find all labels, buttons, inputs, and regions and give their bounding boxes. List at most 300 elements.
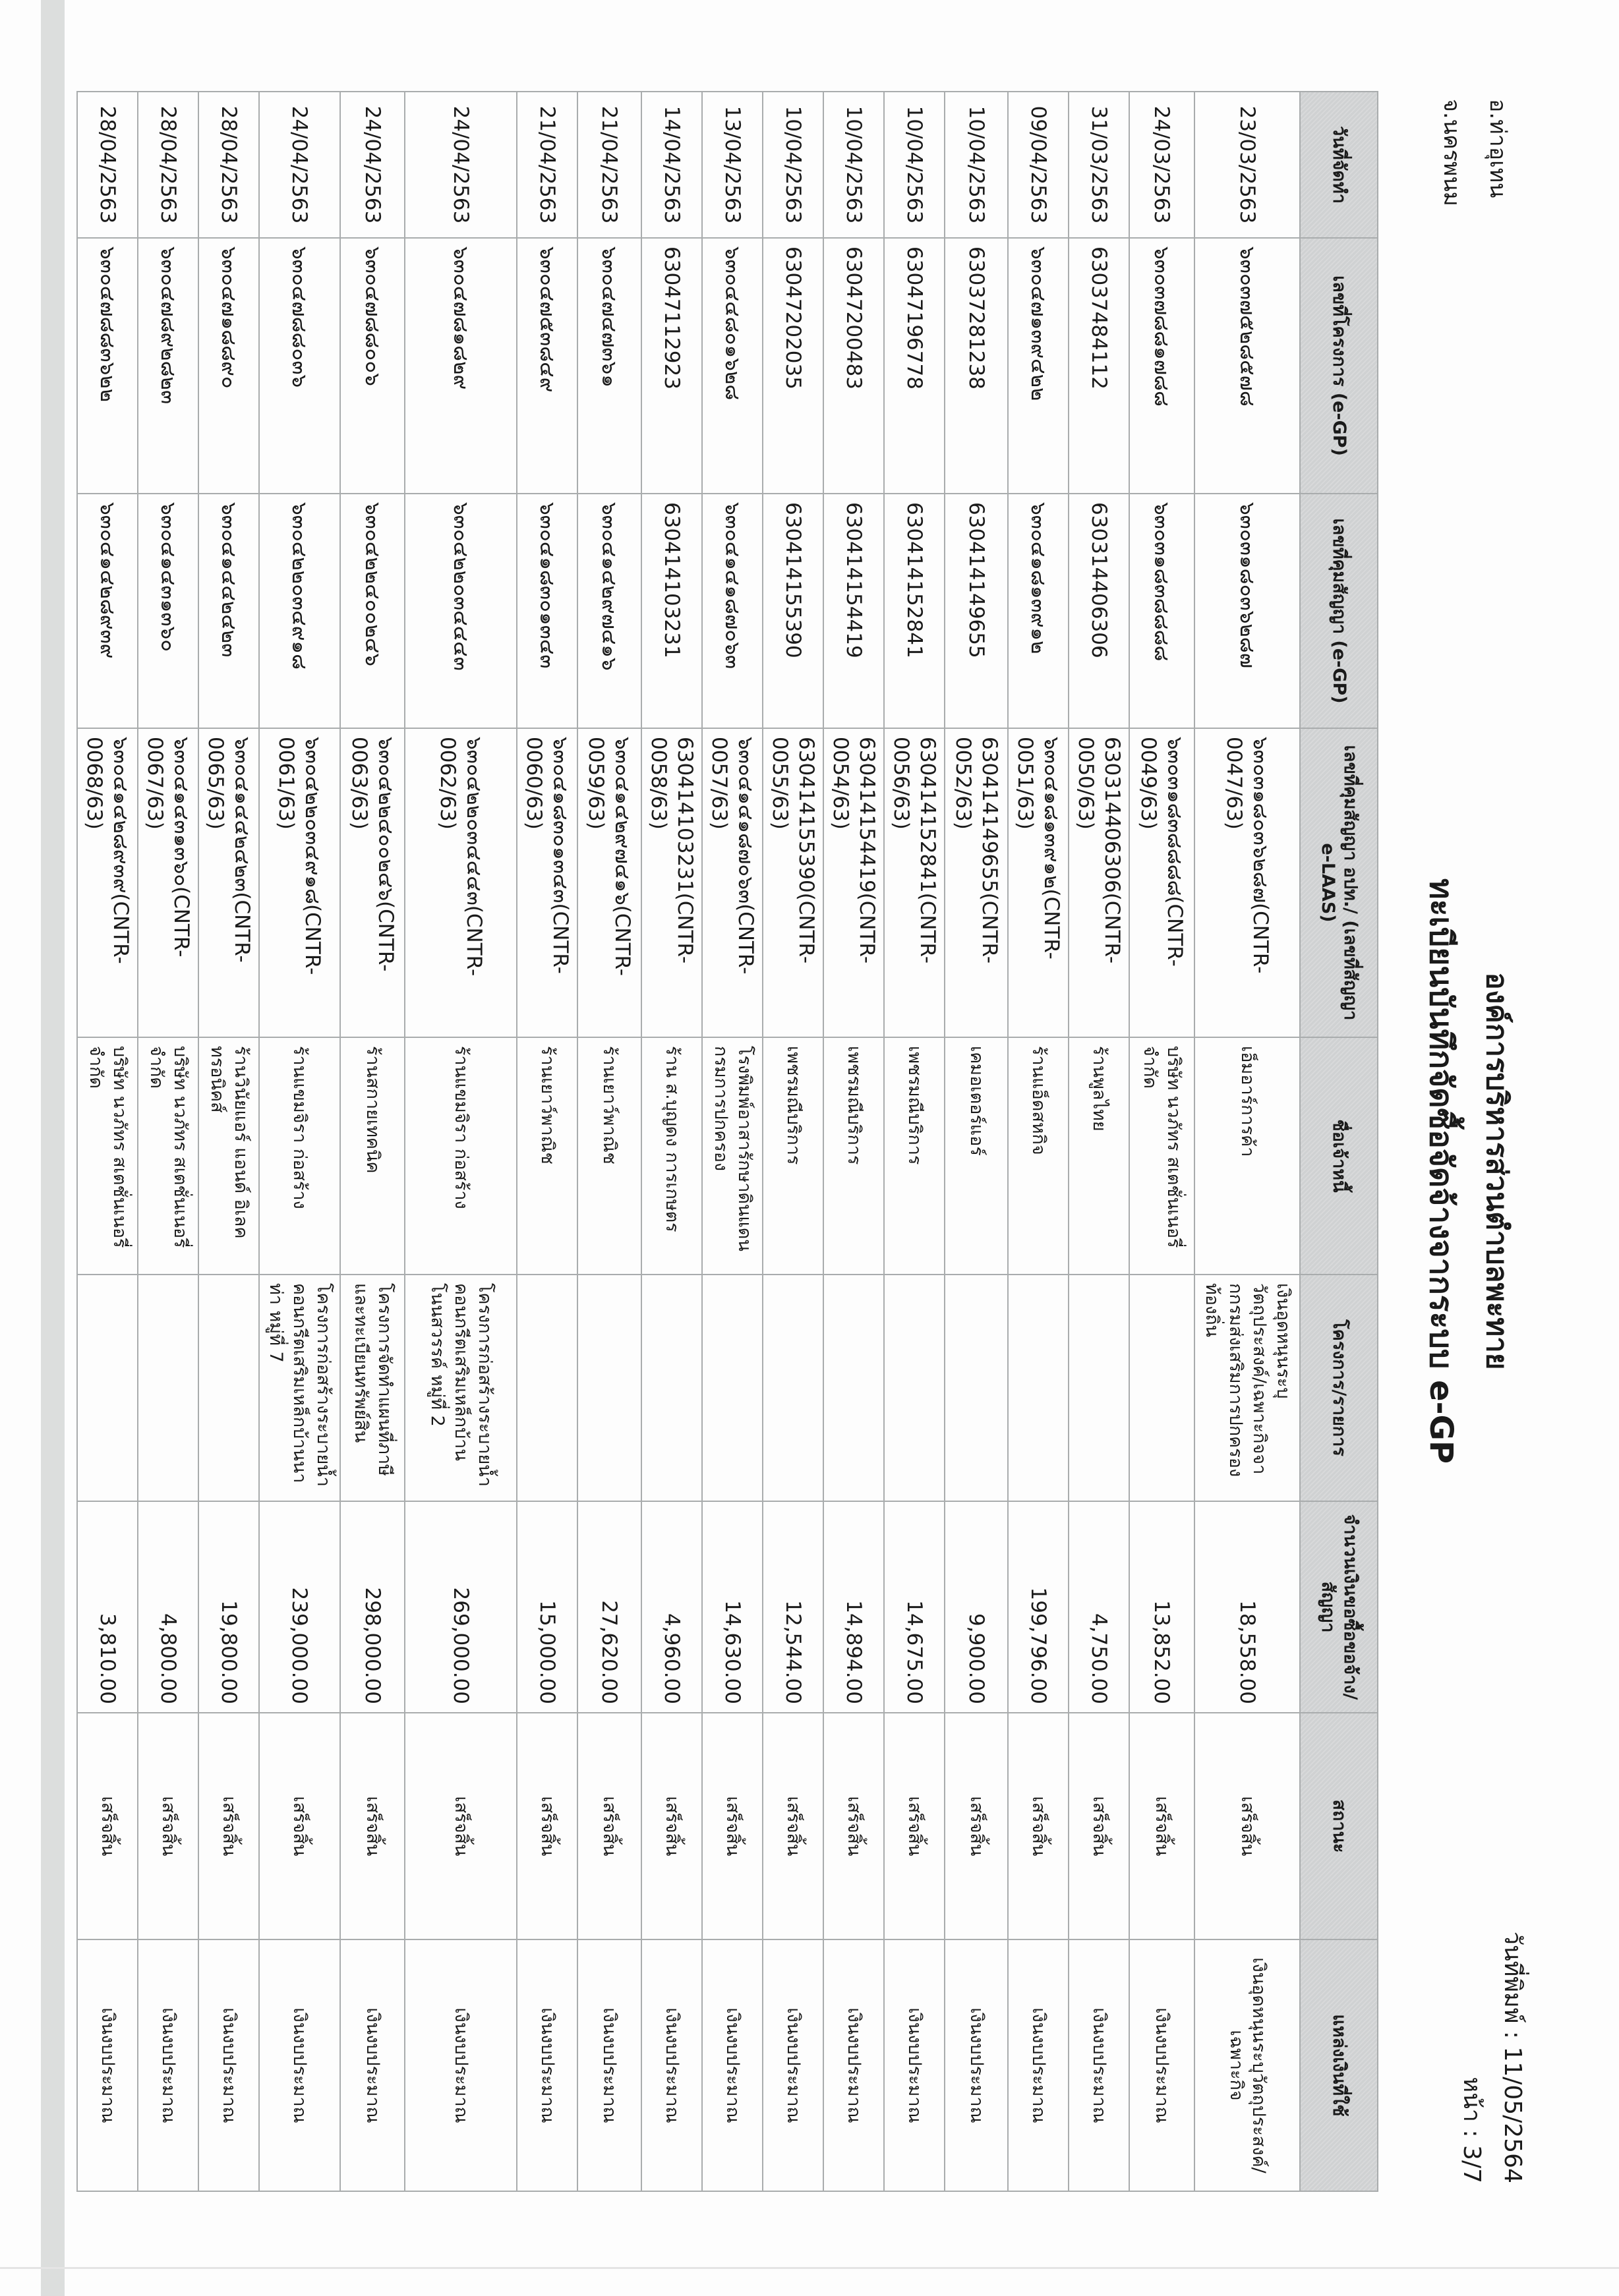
vendor-cell: [198, 1037, 259, 1275]
source-cell: [1069, 1939, 1129, 2191]
contract-no-cell-text: ๖๓๐๔๑๘๓๐๑๓๔๓: [535, 502, 559, 669]
amount-cell-text: 14,894.00: [842, 1600, 866, 1704]
project-no-cell: [577, 238, 641, 494]
amount-cell: [702, 1501, 763, 1713]
contract-no-cell: [641, 494, 702, 728]
vendor-cell: [577, 1037, 641, 1275]
vendor-cell: [945, 1037, 1008, 1275]
date-cell-text: 28/04/2563: [217, 105, 241, 224]
source-cell-text: เงินงบประมาณ: [219, 2007, 239, 2123]
project-cell: [138, 1275, 198, 1501]
date-cell: [702, 92, 763, 238]
source-cell-text: เงินงบประมาณ: [783, 2007, 804, 2123]
project-no-cell-text: 63047200483: [842, 246, 866, 389]
vendor-cell-text: เพชรมณีบริการ: [904, 1046, 925, 1165]
project-no-cell-text: ๖๓๐๔๗๘๘๐๐๖: [361, 246, 384, 386]
date-cell: [823, 92, 884, 238]
vendor-cell: [1194, 1037, 1300, 1275]
amount-cell: [823, 1501, 884, 1713]
vendor-cell-text: ร้านแอ็ดสหกิจ: [1028, 1046, 1049, 1155]
vendor-cell-text: ร้านเยาว์พาณิช: [599, 1046, 620, 1164]
contract-no-cell: [577, 494, 641, 728]
project-no-cell-text: 63037484112: [1087, 246, 1111, 389]
amount-cell-text: 18,558.00: [1235, 1600, 1259, 1704]
amount-cell: [405, 1501, 517, 1713]
contract-no-cell: [517, 494, 577, 728]
project-no-cell: [405, 238, 517, 494]
status-cell: [884, 1713, 945, 1939]
elaas-no-cell: [641, 728, 702, 1037]
vendor-cell-text: ร้าน ส.บุญดง การเกษตร: [662, 1046, 682, 1232]
contract-no-cell-text: ๖๓๐๓๑๘๓๘๘๘๘: [1150, 502, 1174, 662]
date-cell-text: 10/04/2563: [964, 105, 988, 224]
table-row: [259, 92, 340, 2191]
status-cell-text: เสร็จสิ้น: [722, 1796, 743, 1856]
contract-no-cell-text: ๖๓๐๔๑๔๒๘๙๓๙: [96, 502, 119, 659]
status-cell-text: เสร็จสิ้น: [1152, 1796, 1173, 1856]
source-cell-text: เงินงบประมาณ: [363, 2007, 383, 2123]
status-cell-text: เสร็จสิ้น: [98, 1796, 118, 1856]
col-status: สถานะ: [1300, 1713, 1378, 1939]
vendor-cell: [340, 1037, 405, 1275]
contract-no-cell-text: 630414149655: [964, 502, 988, 658]
project-no-cell-text: 63047202035: [781, 246, 805, 389]
vendor-cell-text: บริษัท นวภัทร สเตชั่นเนอรี่ จำกัด: [146, 1046, 191, 1248]
col-vendor: ชื่อเจ้าหนี้: [1300, 1037, 1378, 1275]
project-no-cell-text: ๖๓๐๔๗๘๙๒๘๒๓: [156, 246, 180, 405]
source-cell-text: เงินงบประมาณ: [289, 2007, 310, 2123]
elaas-no-cell: [1194, 728, 1300, 1037]
date-cell: [259, 92, 340, 238]
status-cell-text: เสร็จสิ้น: [966, 1796, 987, 1856]
contract-no-cell-text: ๖๓๐๔๑๔๓๑๓๖๐: [156, 502, 180, 652]
project-no-cell-text: ๖๓๐๔๗๑๓๙๔๒๒: [1026, 246, 1050, 401]
date-cell-text: 10/04/2563: [842, 105, 866, 224]
status-cell-text: เสร็จสิ้น: [289, 1796, 310, 1856]
project-cell-text: เงินอุดหนุนระบุวัตถุประสงค์/เฉพาะกิจจากกรมส่งเสริมการปกครองท้องถิ่น: [1202, 1283, 1293, 1478]
status-cell-text: เสร็จสิ้น: [904, 1796, 925, 1856]
table-row: [1129, 92, 1194, 2191]
organization-title: องค์การบริหารส่วนตำบลพะทาย: [1480, 972, 1514, 1370]
date-cell: [945, 92, 1008, 238]
project-no-cell: [517, 238, 577, 494]
amount-cell: [340, 1501, 405, 1713]
status-cell: [1008, 1713, 1069, 1939]
status-cell-text: เสร็จสิ้น: [537, 1796, 558, 1856]
elaas-no-cell: [1069, 728, 1129, 1037]
province-label: จ.นครพนม: [1438, 99, 1465, 207]
status-cell: [340, 1713, 405, 1939]
vendor-cell-text: ร้านพูลไทย: [1089, 1046, 1109, 1132]
vendor-cell-text: โรงพิมพ์อาสารักษาดินแดน กรมการปกครอง: [711, 1046, 755, 1251]
source-cell: [259, 1939, 340, 2191]
table-row: [198, 92, 259, 2191]
elaas-no-cell: [763, 728, 823, 1037]
status-cell-text: เสร็จสิ้น: [662, 1796, 682, 1856]
date-cell: [577, 92, 641, 238]
amount-cell-text: 14,630.00: [721, 1600, 744, 1704]
col-date: วันที่จัดทำ: [1300, 92, 1378, 238]
table-row: [763, 92, 823, 2191]
table-row: [1069, 92, 1129, 2191]
date-cell-text: 10/04/2563: [902, 105, 926, 224]
project-no-cell: [884, 238, 945, 494]
contract-no-cell-text: ๖๓๐๔๑๘๑๓๙๑๒: [1026, 502, 1050, 654]
amount-cell: [198, 1501, 259, 1713]
date-cell-text: 24/03/2563: [1150, 105, 1174, 224]
project-no-cell-text: ๖๓๐๔๗๘๘๐๓๖: [287, 246, 312, 388]
elaas-no-cell-text: 630414152841(CNTR-0056/63): [889, 737, 939, 964]
vendor-cell-text: เพชรมณีบริการ: [783, 1046, 804, 1165]
vendor-cell-text: บริษัท นวภัทร สเตชั่นเนอรี่ จำกัด: [1140, 1046, 1185, 1248]
elaas-no-cell: [77, 728, 138, 1037]
source-cell: [517, 1939, 577, 2191]
col-source: แหล่งเงินที่ใช้: [1300, 1939, 1378, 2191]
table-row: [517, 92, 577, 2191]
vendor-cell: [1069, 1037, 1129, 1275]
district-label: อ.ท่าอุเทน: [1485, 99, 1511, 198]
vendor-cell-text: ร้านแขมจิรา ก่อสร้าง: [451, 1046, 471, 1209]
project-cell: [1008, 1275, 1069, 1501]
source-cell-text: เงินงบประมาณ: [1152, 2007, 1173, 2123]
status-cell: [763, 1713, 823, 1939]
table-row: [1194, 92, 1300, 2191]
table-row: [1008, 92, 1069, 2191]
amount-cell: [641, 1501, 702, 1713]
status-cell: [517, 1713, 577, 1939]
project-cell: [517, 1275, 577, 1501]
table-row: [405, 92, 517, 2191]
contract-no-cell: [1069, 494, 1129, 728]
vendor-cell-text: เคมอเตอร์แอร์: [966, 1046, 987, 1156]
project-cell: [823, 1275, 884, 1501]
source-cell: [1129, 1939, 1194, 2191]
date-cell: [405, 92, 517, 238]
project-cell: [1129, 1275, 1194, 1501]
elaas-no-cell-text: ๖๓๐๔๑๔๓๑๓๖๐(CNTR-0067/63): [143, 737, 193, 958]
date-cell-text: 24/04/2563: [449, 105, 473, 224]
status-cell: [641, 1713, 702, 1939]
elaas-no-cell-text: ๖๓๐๔๑๔๒๙๗๔๑๖(CNTR-0059/63): [584, 737, 635, 976]
table-row: [77, 92, 138, 2191]
amount-cell-text: 4,800.00: [156, 1613, 180, 1704]
project-no-cell-text: ๖๓๐๓๗๕๒๘๕๗๘: [1235, 246, 1259, 407]
date-cell: [340, 92, 405, 238]
amount-cell: [77, 1501, 138, 1713]
elaas-no-cell-text: ๖๓๐๓๑๘๐๓๖๒๘๗(CNTR-0047/63): [1222, 737, 1272, 974]
status-cell-text: เสร็จสิ้น: [219, 1796, 239, 1856]
elaas-no-cell: [884, 728, 945, 1037]
source-cell: [1194, 1939, 1300, 2191]
date-cell: [138, 92, 198, 238]
source-cell-text: เงินงบประมาณ: [966, 2007, 987, 2123]
contract-no-cell: [77, 494, 138, 728]
elaas-no-cell-text: ๖๓๐๔๒๒๐๓๔๙๑๘(CNTR-0061/63): [274, 737, 325, 975]
source-cell-text: เงินงบประมาณ: [98, 2007, 118, 2123]
vendor-cell: [884, 1037, 945, 1275]
contract-no-cell: [1129, 494, 1194, 728]
date-cell-text: 10/04/2563: [781, 105, 805, 224]
status-cell: [1069, 1713, 1129, 1939]
amount-cell-text: 13,852.00: [1150, 1600, 1174, 1704]
contract-no-cell: [1194, 494, 1300, 728]
amount-cell-text: 15,000.00: [535, 1600, 559, 1704]
contract-no-cell-text: ๖๓๐๔๑๔๔๒๔๒๓: [217, 502, 241, 658]
status-cell: [1194, 1713, 1300, 1939]
contract-no-cell: [702, 494, 763, 728]
project-cell: [259, 1275, 340, 1501]
amount-cell-text: 12,544.00: [781, 1600, 805, 1704]
contract-no-cell-text: 630414154419: [842, 502, 866, 658]
elaas-no-cell: [138, 728, 198, 1037]
amount-cell-text: 14,675.00: [902, 1600, 926, 1704]
amount-cell: [884, 1501, 945, 1713]
elaas-no-cell-text: 630414155390(CNTR-0055/63): [768, 737, 818, 964]
date-cell: [1069, 92, 1129, 238]
table-row: [641, 92, 702, 2191]
elaas-no-cell-text: ๖๓๐๔๑๘๓๐๑๓๔๓(CNTR-0060/63): [522, 737, 572, 974]
elaas-no-cell-text: 630414103231(CNTR-0058/63): [647, 737, 697, 964]
project-no-cell: [823, 238, 884, 494]
register-subtitle: ทะเบียนบันทึกจัดซื้อจัดจ้างจากระบบ e-GP: [1423, 878, 1459, 1464]
vendor-cell: [702, 1037, 763, 1275]
date-cell: [517, 92, 577, 238]
date-cell: [763, 92, 823, 238]
status-cell-text: เสร็จสิ้น: [363, 1796, 383, 1856]
elaas-no-cell: [945, 728, 1008, 1037]
project-no-cell: [340, 238, 405, 494]
date-cell-text: 28/04/2563: [156, 105, 180, 224]
date-cell-text: 31/03/2563: [1087, 105, 1111, 224]
project-no-cell-text: 63047112923: [660, 246, 684, 389]
source-cell: [77, 1939, 138, 2191]
project-cell: [702, 1275, 763, 1501]
amount-cell-text: 19,800.00: [217, 1600, 241, 1704]
source-cell: [405, 1939, 517, 2191]
project-cell: [763, 1275, 823, 1501]
table-row: [884, 92, 945, 2191]
amount-cell-text: 27,620.00: [597, 1600, 622, 1704]
project-cell: [577, 1275, 641, 1501]
elaas-no-cell: [1129, 728, 1194, 1037]
elaas-no-cell-text: ๖๓๐๔๑๔๔๒๔๒๓(CNTR-0065/63): [204, 737, 254, 963]
contract-no-cell: [945, 494, 1008, 728]
source-cell: [763, 1939, 823, 2191]
amount-cell-text: 9,900.00: [964, 1613, 988, 1704]
table-row: [138, 92, 198, 2191]
contract-no-cell: [884, 494, 945, 728]
contract-no-cell: [259, 494, 340, 728]
status-cell: [405, 1713, 517, 1939]
amount-cell: [1008, 1501, 1069, 1713]
amount-cell-text: 239,000.00: [287, 1587, 312, 1704]
project-no-cell: [702, 238, 763, 494]
vendor-cell-text: ร้านเยาว์พาณิช: [537, 1046, 558, 1164]
status-cell-text: เสร็จสิ้น: [451, 1796, 471, 1856]
project-no-cell-text: ๖๓๐๔๗๔๗๓๖๑: [597, 246, 622, 387]
date-cell: [641, 92, 702, 238]
table-row: [577, 92, 641, 2191]
elaas-no-cell: [198, 728, 259, 1037]
table-row: [340, 92, 405, 2191]
elaas-no-cell: [259, 728, 340, 1037]
status-cell-text: เสร็จสิ้น: [783, 1796, 804, 1856]
print-date: วันที่พิมพ์ : 11/05/2564: [1499, 1931, 1526, 2183]
contract-no-cell-text: ๖๓๐๔๒๒๐๓๔๔๔๓: [449, 502, 473, 671]
contract-no-cell: [138, 494, 198, 728]
contract-no-cell: [1008, 494, 1069, 728]
vendor-cell: [259, 1037, 340, 1275]
source-cell-text: เงินงบประมาณ: [451, 2007, 471, 2123]
table-body: [77, 92, 1300, 2191]
date-cell-text: 23/03/2563: [1235, 105, 1259, 224]
project-no-cell-text: ๖๓๐๓๗๘๘๑๗๘๘: [1150, 246, 1174, 407]
project-no-cell-text: ๖๓๐๔๔๘๐๑๖๒๘: [721, 246, 744, 401]
project-cell: [77, 1275, 138, 1501]
vendor-cell-text: บริษัท นวภัทร สเตชั่นเนอรี่ จำกัด: [86, 1046, 130, 1248]
contract-no-cell: [198, 494, 259, 728]
elaas-no-cell: [517, 728, 577, 1037]
project-no-cell: [1069, 238, 1129, 494]
contract-no-cell-text: 630314406306: [1087, 502, 1111, 658]
amount-cell: [1194, 1501, 1300, 1713]
table-row: [945, 92, 1008, 2191]
source-cell: [884, 1939, 945, 2191]
project-no-cell-text: ๖๓๐๔๗๘๑๘๒๙: [449, 246, 473, 390]
source-cell: [702, 1939, 763, 2191]
status-cell-text: เสร็จสิ้น: [1237, 1796, 1258, 1856]
date-cell: [1194, 92, 1300, 238]
amount-cell: [945, 1501, 1008, 1713]
col-project-no: เลขที่โครงการ (e-GP): [1300, 238, 1378, 494]
date-cell-text: 24/04/2563: [287, 105, 312, 224]
project-no-cell: [945, 238, 1008, 494]
project-cell: [641, 1275, 702, 1501]
table-row: [823, 92, 884, 2191]
date-cell-text: 13/04/2563: [721, 105, 744, 224]
project-no-cell-text: ๖๓๐๔๗๕๓๘๔๙: [535, 246, 559, 393]
date-cell: [198, 92, 259, 238]
amount-cell-text: 4,750.00: [1087, 1613, 1111, 1704]
project-no-cell-text: 63037281238: [964, 246, 988, 389]
amount-cell: [1069, 1501, 1129, 1713]
status-cell-text: เสร็จสิ้น: [844, 1796, 864, 1856]
col-elaas-no: เลขที่คุมสัญญา อปท./ (เลขที่สัญญา e-LAAS): [1300, 728, 1378, 1037]
amount-cell-text: 199,796.00: [1026, 1587, 1050, 1704]
elaas-no-cell-text: ๖๓๐๔๑๘๑๓๙๑๒(CNTR-0051/63): [1013, 737, 1063, 960]
amount-cell: [763, 1501, 823, 1713]
vendor-cell-text: เอ็มอาร์การค้า: [1237, 1046, 1258, 1157]
amount-cell: [517, 1501, 577, 1713]
date-cell-text: 28/04/2563: [96, 105, 119, 224]
source-cell: [641, 1939, 702, 2191]
status-cell: [577, 1713, 641, 1939]
date-cell-text: 09/04/2563: [1026, 105, 1050, 224]
elaas-no-cell: [405, 728, 517, 1037]
col-project: โครงการ/รายการ: [1300, 1275, 1378, 1501]
amount-cell: [577, 1501, 641, 1713]
elaas-no-cell-text: ๖๓๐๓๑๘๓๘๘๘๘(CNTR-0049/63): [1136, 737, 1187, 967]
status-cell-text: เสร็จสิ้น: [1089, 1796, 1109, 1856]
date-cell: [1129, 92, 1194, 238]
source-cell-text: เงินงบประมาณ: [599, 2007, 620, 2123]
source-cell-text: เงินงบประมาณ: [904, 2007, 925, 2123]
source-cell: [823, 1939, 884, 2191]
amount-cell-text: 269,000.00: [449, 1587, 473, 1704]
project-cell-text: โครงการจัดทำแผนที่ภาษีและทะเบียนทรัพย์สิน: [351, 1283, 395, 1476]
contract-no-cell-text: 630414103231: [660, 502, 684, 658]
source-cell-text: เงินอุดหนุนระบุวัตถุประสงค์/เฉพาะกิจ: [1226, 1957, 1269, 2173]
vendor-cell-text: เพชรมณีบริการ: [844, 1046, 864, 1165]
elaas-no-cell-text: ๖๓๐๔๒๒๔๐๐๒๔๖(CNTR-0063/63): [347, 737, 397, 972]
project-cell: [945, 1275, 1008, 1501]
elaas-no-cell-text: 630414154419(CNTR-0054/63): [829, 737, 879, 964]
table-header-row: [1300, 92, 1378, 2191]
table-row: [702, 92, 763, 2191]
elaas-no-cell: [1008, 728, 1069, 1037]
vendor-cell-text: ร้านแขมจิรา ก่อสร้าง: [289, 1046, 310, 1209]
source-cell-text: เงินงบประมาณ: [158, 2007, 179, 2123]
contract-no-cell: [405, 494, 517, 728]
date-cell: [1008, 92, 1069, 238]
elaas-no-cell: [340, 728, 405, 1037]
contract-no-cell: [763, 494, 823, 728]
project-no-cell: [138, 238, 198, 494]
project-no-cell: [77, 238, 138, 494]
amount-cell-text: 4,960.00: [660, 1613, 684, 1704]
vendor-cell: [641, 1037, 702, 1275]
source-cell-text: เงินงบประมาณ: [537, 2007, 558, 2123]
amount-cell: [138, 1501, 198, 1713]
contract-no-cell: [340, 494, 405, 728]
status-cell: [138, 1713, 198, 1939]
contract-no-cell-text: ๖๓๐๔๑๔๒๙๗๔๑๖: [597, 502, 622, 671]
col-amount: จำนวนเงินขอซื้อขอจ้าง/สัญญา: [1300, 1501, 1378, 1713]
vendor-cell: [763, 1037, 823, 1275]
contract-no-cell-text: 630414155390: [781, 502, 805, 658]
elaas-no-cell-text: ๖๓๐๔๒๒๐๓๔๔๔๓(CNTR-0062/63): [436, 737, 486, 977]
project-no-cell: [763, 238, 823, 494]
project-cell-text: โครงการก่อสร้างระบายน้ำคอนกรีตเสริมเหล็กบ้านโนนสวรรค์ หมู่ที่ 2: [427, 1283, 495, 1487]
project-no-cell-text: ๖๓๐๔๗๘๘๓๖๒๒: [96, 246, 119, 403]
project-cell-text: โครงการก่อสร้างระบายน้ำคอนกรีตเสริมเหล็กบ้านนาท่า หมู่ที่ 7: [266, 1283, 334, 1487]
project-no-cell: [1194, 238, 1300, 494]
contract-no-cell-text: 630414152841: [902, 502, 926, 658]
source-cell-text: เงินงบประมาณ: [662, 2007, 682, 2123]
date-cell-text: 21/04/2563: [597, 105, 622, 224]
status-cell: [945, 1713, 1008, 1939]
amount-cell-text: 3,810.00: [96, 1613, 119, 1704]
status-cell: [1129, 1713, 1194, 1939]
source-cell-text: เงินงบประมาณ: [722, 2007, 743, 2123]
vendor-cell: [77, 1037, 138, 1275]
project-cell: [340, 1275, 405, 1501]
project-no-cell-text: 63047196778: [902, 246, 926, 389]
elaas-no-cell-text: ๖๓๐๔๑๔๑๘๗๐๖๓(CNTR-0057/63): [707, 737, 757, 975]
date-cell: [884, 92, 945, 238]
date-cell: [77, 92, 138, 238]
elaas-no-cell-text: ๖๓๐๔๑๔๒๘๙๓๙(CNTR-0068/63): [82, 737, 132, 964]
project-no-cell: [1008, 238, 1069, 494]
status-cell: [823, 1713, 884, 1939]
source-cell: [1008, 1939, 1069, 2191]
project-cell: [198, 1275, 259, 1501]
status-cell: [259, 1713, 340, 1939]
date-cell-text: 21/04/2563: [535, 105, 559, 224]
project-cell: [1069, 1275, 1129, 1501]
source-cell-text: เงินงบประมาณ: [1028, 2007, 1049, 2123]
date-cell-text: 14/04/2563: [660, 105, 684, 224]
